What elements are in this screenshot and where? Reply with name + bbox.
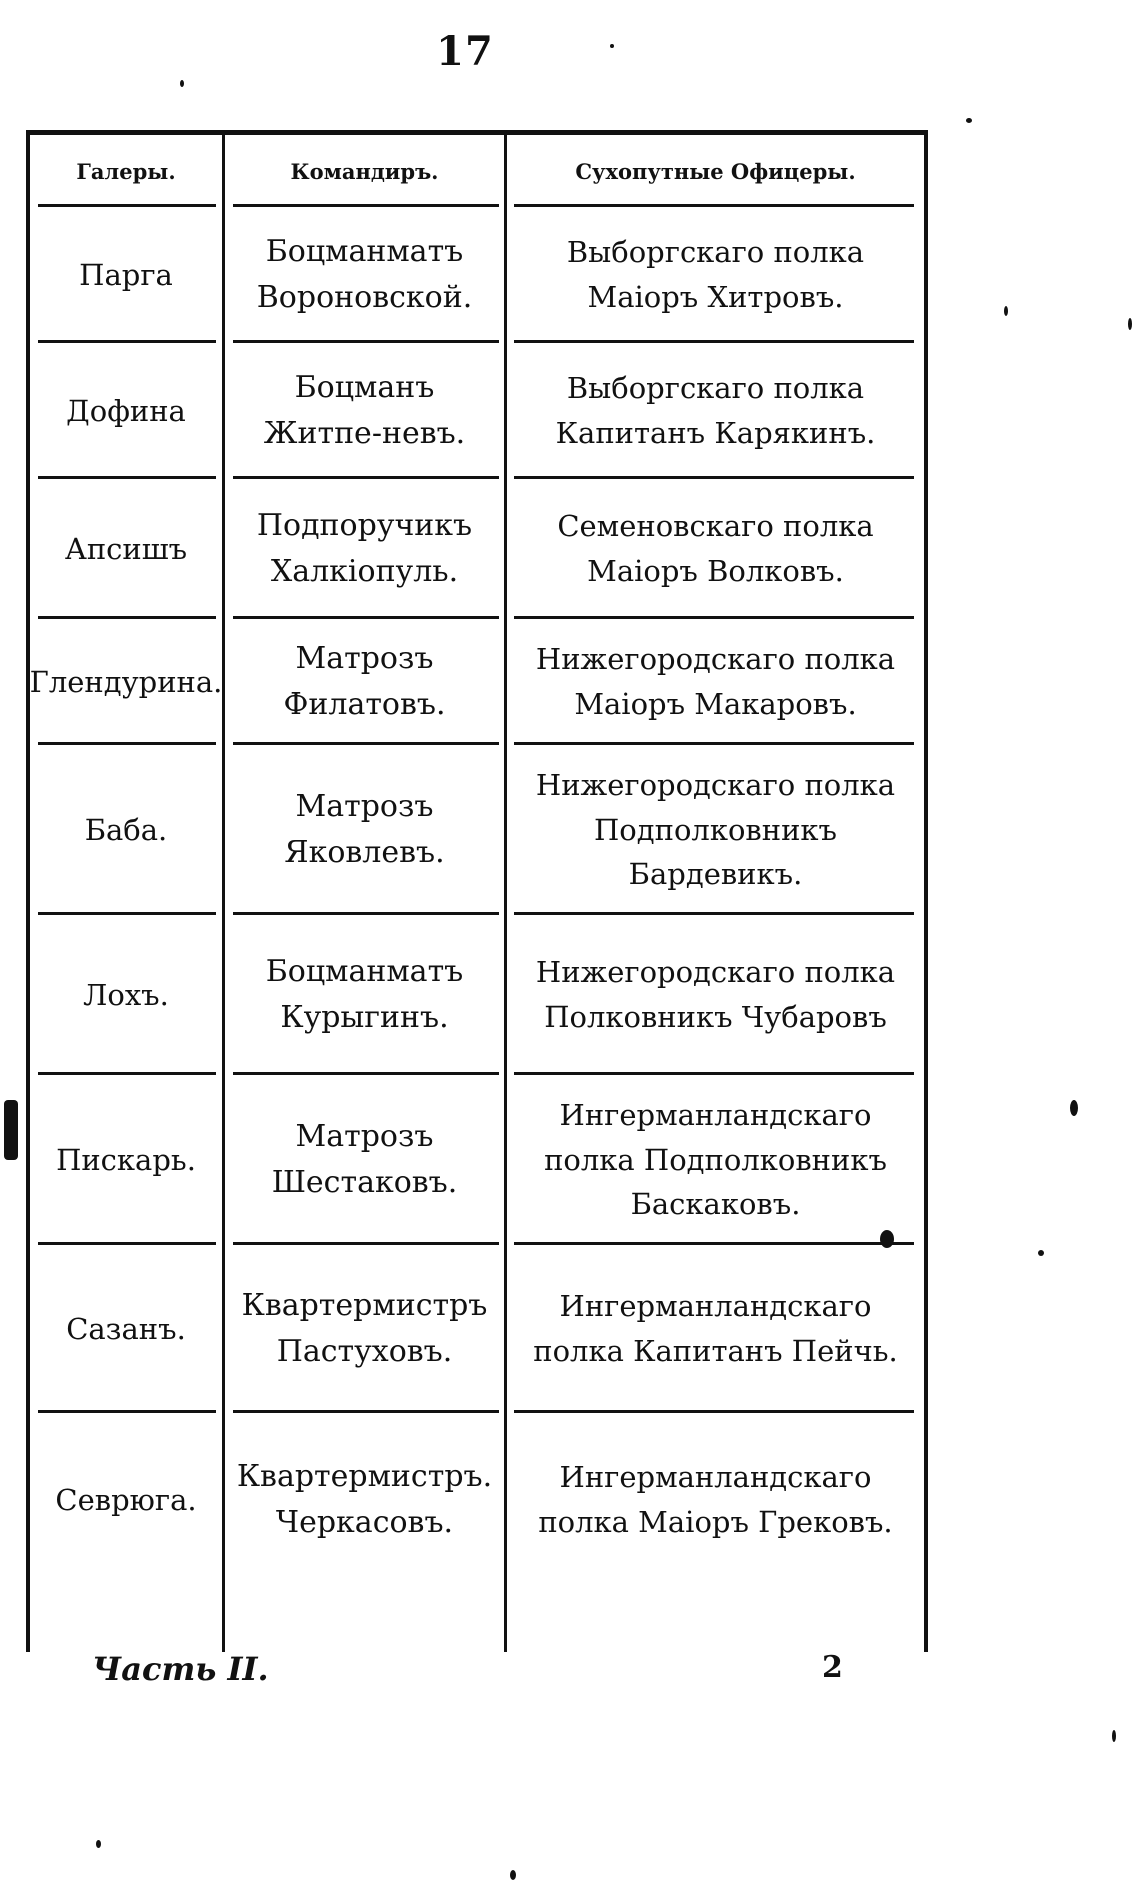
- galley-table: [26, 130, 928, 1652]
- galley-name: Пискарь.: [56, 1142, 196, 1177]
- scan-speck: [610, 44, 614, 48]
- land-officer: Выборгскаго полка Маіоръ Хитровъ.: [566, 235, 865, 314]
- commander-name: Матрозъ Яковлевъ.: [284, 788, 445, 870]
- commander-name: Подпоручикъ Халкіопуль.: [256, 507, 473, 589]
- header-galley: Галеры.: [76, 158, 176, 184]
- table-row: [30, 1075, 924, 1245]
- table-row: [30, 343, 924, 479]
- scan-speck: [1038, 1250, 1044, 1256]
- galley-name: Лохъ.: [83, 977, 169, 1012]
- commander-name: Боцманматъ Курыгинъ.: [265, 953, 464, 1035]
- page-number: 17: [436, 28, 494, 75]
- galley-name: Севрюга.: [55, 1482, 197, 1517]
- galley-name: Апсишъ: [64, 531, 188, 566]
- land-officer: Нижегородскаго полка Полковникъ Чубаровъ: [535, 955, 896, 1034]
- table-row: [30, 207, 924, 343]
- land-officer: Ингерманландскаго полка Маіоръ Грековъ.: [538, 1460, 893, 1539]
- galley-name: Парга: [79, 257, 173, 292]
- commander-name: Матрозъ Филатовъ.: [283, 640, 446, 722]
- galley-name: Дофина: [66, 393, 186, 428]
- galley-name: Сазанъ.: [66, 1311, 186, 1346]
- scan-speck: [4, 1100, 18, 1160]
- scan-speck: [966, 118, 972, 123]
- signature-mark: 2: [822, 1650, 843, 1685]
- table-row: [30, 745, 924, 915]
- table-header-row: [30, 135, 924, 207]
- commander-name: Боцманматъ Вороновской.: [256, 233, 473, 315]
- commander-name: Квартермистръ Пастуховъ.: [241, 1287, 488, 1369]
- land-officer: Семеновскаго полка Маіоръ Волковъ.: [557, 509, 874, 588]
- table-row: [30, 1245, 924, 1413]
- galley-name: Глендурина.: [29, 664, 223, 699]
- scan-speck: [1004, 306, 1008, 316]
- commander-name: Квартермистръ. Черкасовъ.: [236, 1458, 493, 1540]
- header-land-officers: Сухопутные Офицеры.: [575, 158, 856, 184]
- scan-speck: [1128, 318, 1132, 330]
- part-label: Часть II.: [92, 1650, 269, 1688]
- scan-speck: [96, 1840, 101, 1848]
- scan-speck: [1070, 1100, 1078, 1116]
- land-officer: Ингерманландскаго полка Подполковникъ Баскаковъ.: [544, 1097, 887, 1222]
- scan-speck: [510, 1870, 516, 1880]
- scan-speck: [180, 80, 184, 87]
- scan-speck: [1112, 1730, 1116, 1742]
- galley-name: Баба.: [84, 812, 168, 847]
- commander-name: Боцманъ Житпе-невъ.: [263, 369, 466, 451]
- land-officer: Выборгскаго полка Капитанъ Карякинъ.: [555, 371, 876, 450]
- land-officer: Нижегородскаго полка Маіоръ Макаровъ.: [535, 642, 896, 721]
- land-officer: Нижегородскаго полка Подполковникъ Бардевикъ.: [535, 767, 896, 892]
- table-row: [30, 915, 924, 1075]
- scan-speck: [880, 1230, 894, 1248]
- table-row: [30, 619, 924, 745]
- header-commander: Командиръ.: [290, 158, 439, 184]
- commander-name: Матрозъ Шестаковъ.: [271, 1118, 458, 1200]
- table-row: [30, 1413, 924, 1657]
- land-officer: Ингерманландскаго полка Капитанъ Пейчь.: [533, 1289, 898, 1368]
- table-row: [30, 479, 924, 619]
